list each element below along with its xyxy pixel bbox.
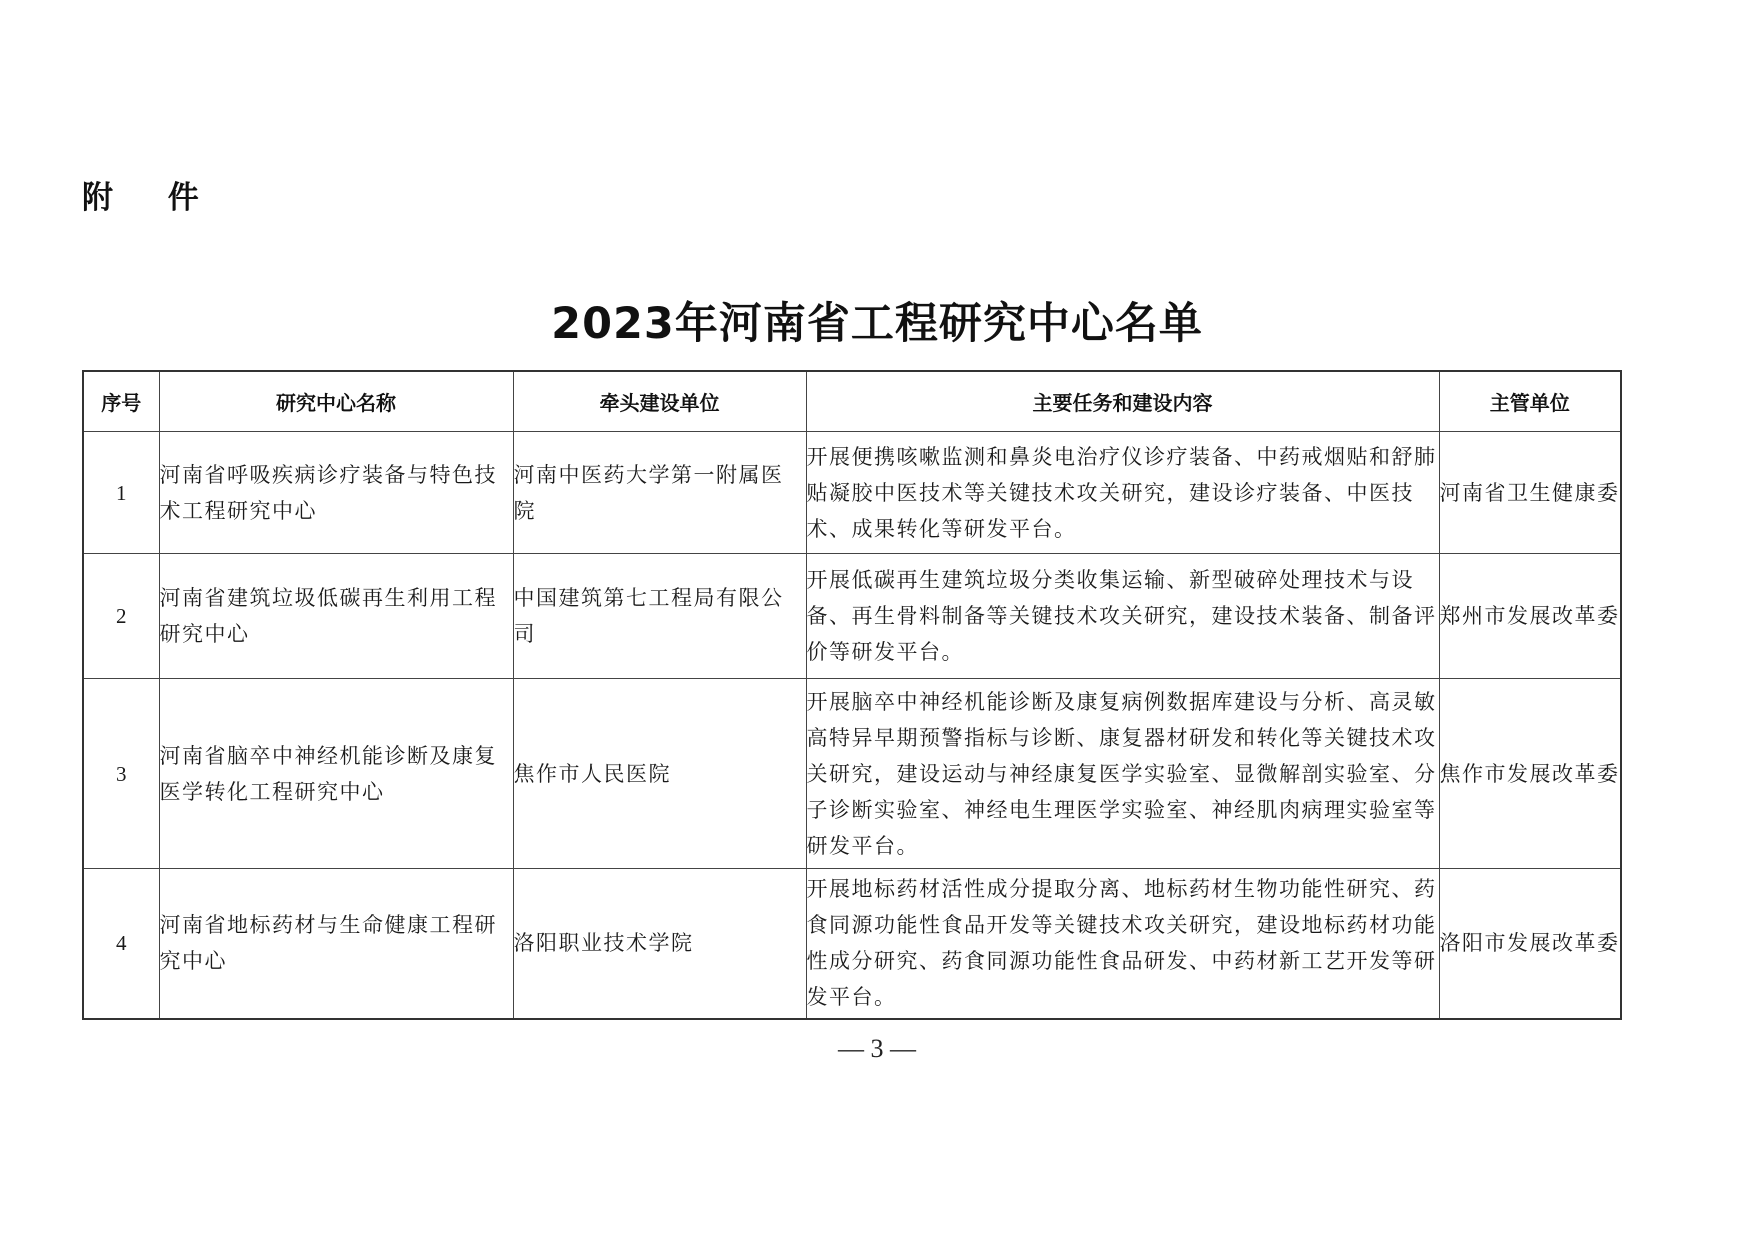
row-tasks: 开展地标药材活性成分提取分离、地标药材生物功能性研究、药食同源功能性食品开发等关键技术攻关研究，建设地标药材功能性成分研究、药食同源功能性食品研发、中药材新工艺开发等研发平台。 (806, 869, 1439, 1019)
row-lead-unit: 中国建筑第七工程局有限公司 (513, 554, 806, 679)
header-lead-unit: 牵头建设单位 (513, 371, 806, 432)
document-title: 2023年河南省工程研究中心名单 (551, 299, 1203, 349)
header-supervisor: 主管单位 (1439, 371, 1621, 432)
row-index: 2 (83, 554, 159, 679)
page-number: — 3 — (838, 1034, 916, 1063)
row-index: 4 (83, 869, 159, 1019)
table-row (83, 432, 1621, 554)
row-index: 1 (83, 432, 159, 554)
row-supervisor: 河南省卫生健康委 (1439, 432, 1621, 554)
table-row (83, 869, 1621, 1019)
row-center-name: 河南省脑卒中神经机能诊断及康复医学转化工程研究中心 (159, 679, 513, 869)
header-center-name: 研究中心名称 (159, 371, 513, 432)
row-supervisor: 洛阳市发展改革委 (1439, 869, 1621, 1019)
row-lead-unit: 洛阳职业技术学院 (513, 869, 806, 1019)
header-tasks: 主要任务和建设内容 (806, 371, 1439, 432)
row-center-name: 河南省呼吸疾病诊疗装备与特色技术工程研究中心 (159, 432, 513, 554)
row-center-name: 河南省建筑垃圾低碳再生利用工程研究中心 (159, 554, 513, 679)
row-center-name: 河南省地标药材与生命健康工程研究中心 (159, 869, 513, 1019)
row-lead-unit: 河南中医药大学第一附属医院 (513, 432, 806, 554)
row-index: 3 (83, 679, 159, 869)
attachment-label: 附 件 (82, 180, 221, 216)
table-row (83, 554, 1621, 679)
header-index: 序号 (83, 371, 159, 432)
table-header-row (83, 371, 1621, 432)
row-supervisor: 郑州市发展改革委 (1439, 554, 1621, 679)
table-row (83, 679, 1621, 869)
row-supervisor: 焦作市发展改革委 (1439, 679, 1621, 869)
row-tasks: 开展便携咳嗽监测和鼻炎电治疗仪诊疗装备、中药戒烟贴和舒肺贴凝胶中医技术等关键技术攻关研究，建设诊疗装备、中医技术、成果转化等研发平台。 (806, 432, 1439, 554)
row-lead-unit: 焦作市人民医院 (513, 679, 806, 869)
row-tasks: 开展脑卒中神经机能诊断及康复病例数据库建设与分析、高灵敏高特异早期预警指标与诊断、康复器材研发和转化等关键技术攻关研究，建设运动与神经康复医学实验室、显微解剖实验室、分子诊断实验室、神经电生理医学实验室、神经肌肉病理实验室等研发平台。 (806, 679, 1439, 869)
engineering-center-table (82, 370, 1622, 1020)
row-tasks: 开展低碳再生建筑垃圾分类收集运输、新型破碎处理技术与设备、再生骨料制备等关键技术攻关研究，建设技术装备、制备评价等研发平台。 (806, 554, 1439, 679)
